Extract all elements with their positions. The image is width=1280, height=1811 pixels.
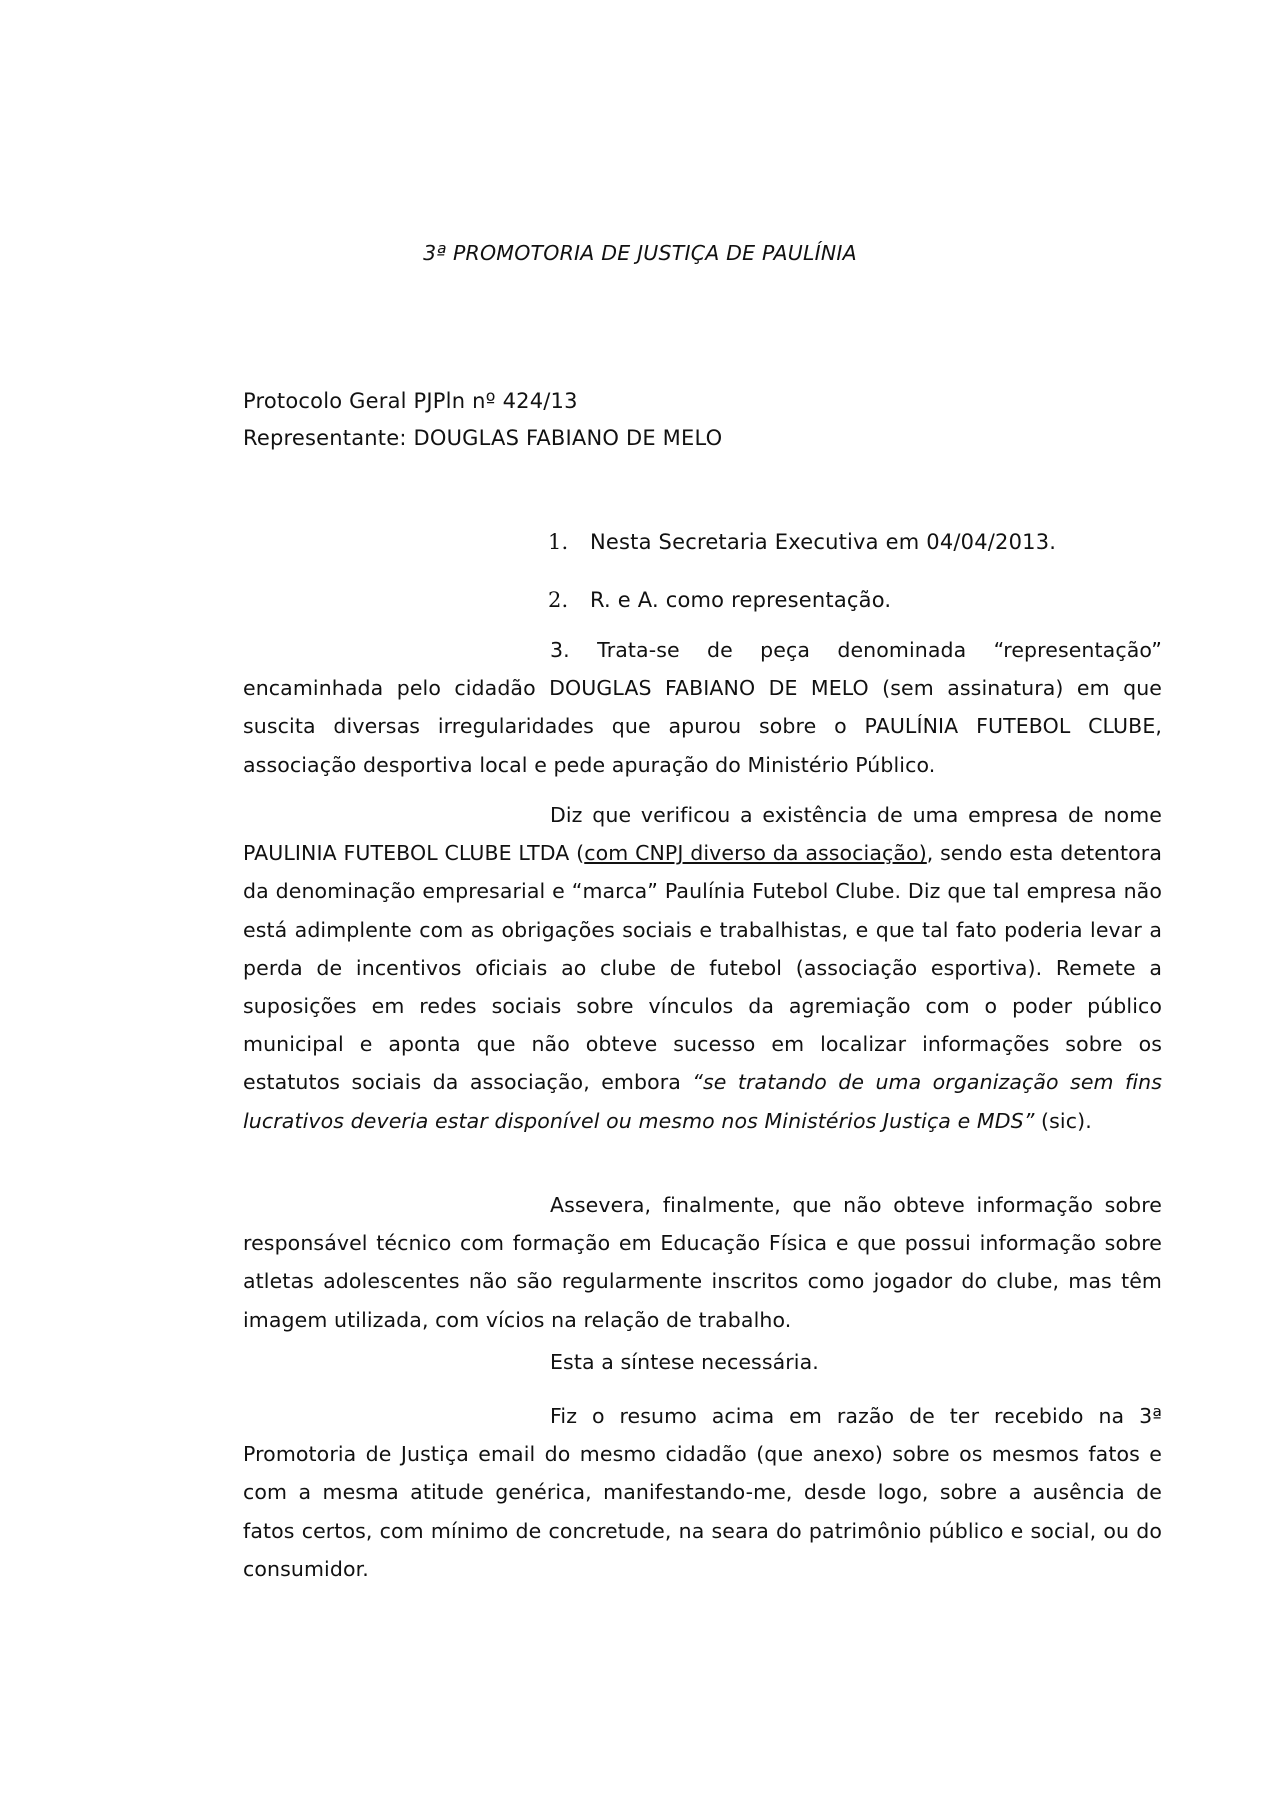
item-text: Nesta Secretaria Executiva em 04/04/2013. xyxy=(590,530,1057,554)
protocolo-line: Protocolo Geral PJPln nº 424/13 xyxy=(243,389,578,413)
paragraph-3: 3. Trata-se de peça denominada “representação” encaminhada pelo cidadão DOUGLAS FABIANO DE MELO (sem assinatura) em que suscita diversas irregularidades que apurou sobre o PAULÍNIA FUTEBOL CLUBE, associação desportiva local e pede apuração do Ministério Público. xyxy=(243,638,1162,777)
page-title: 3ª PROMOTORIA DE JUSTIÇA DE PAULÍNIA xyxy=(423,241,857,265)
numbered-item-2 xyxy=(548,588,891,612)
item-text: R. e A. como representação. xyxy=(590,588,892,612)
item-number: 2. xyxy=(548,588,569,612)
paragraph-7: Fiz o resumo acima em razão de ter recebido na 3ª Promotoria de Justiça email do mesmo cidadão (que anexo) sobre os mesmos fatos e com a mesma atitude genérica, manifestando-me, desde logo, sobre a ausência de fatos certos, com mínimo de concretude, na seara do patrimônio público e social, ou do consumidor. xyxy=(243,1404,1162,1581)
numbered-item-1 xyxy=(548,530,1056,554)
paragraph-4-underlined: com CNPJ diverso da associação) xyxy=(584,841,927,866)
paragraph-6: Esta a síntese necessária. xyxy=(550,1350,819,1374)
paragraph-4-quote: “se tratando de uma organização sem fins lucrativos deveria estar disponível ou mesmo nos Ministérios Justiça e MDS” xyxy=(243,1070,1162,1133)
paragraph-4-part-a: Diz que verificou a existência de uma empresa de nome PAULINIA FUTEBOL CLUBE LTDA ( xyxy=(243,803,1162,866)
representante-line: Representante: DOUGLAS FABIANO DE MELO xyxy=(243,425,723,450)
paragraph-4-part-b: , sendo esta detentora da denominação empresarial e “marca” Paulínia Futebol Clube. Diz que tal empresa não está adimplente com as obrigações sociais e trabalhistas, e que tal fato poderia levar a perda de incentivos oficiais ao clube de futebol (associação esportiva). Remete a suposições em redes sociais sobre vínculos da agremiação com o poder público municipal e aponta que não obteve sucesso em localizar informações sobre os estatutos sociais da associação, embora xyxy=(243,841,1163,1095)
paragraph-4-part-c: (sic). xyxy=(1034,1108,1092,1133)
item-number: 1. xyxy=(548,530,569,554)
paragraph-4 xyxy=(243,796,1162,1140)
document-meta xyxy=(243,383,722,456)
paragraph-5: Assevera, finalmente, que não obteve informação sobre responsável técnico com formação em Educação Física e que possui informação sobre atletas adolescentes não são regularmente inscritos como jogador do clube, mas têm imagem utilizada, com vícios na relação de trabalho. xyxy=(243,1193,1162,1332)
